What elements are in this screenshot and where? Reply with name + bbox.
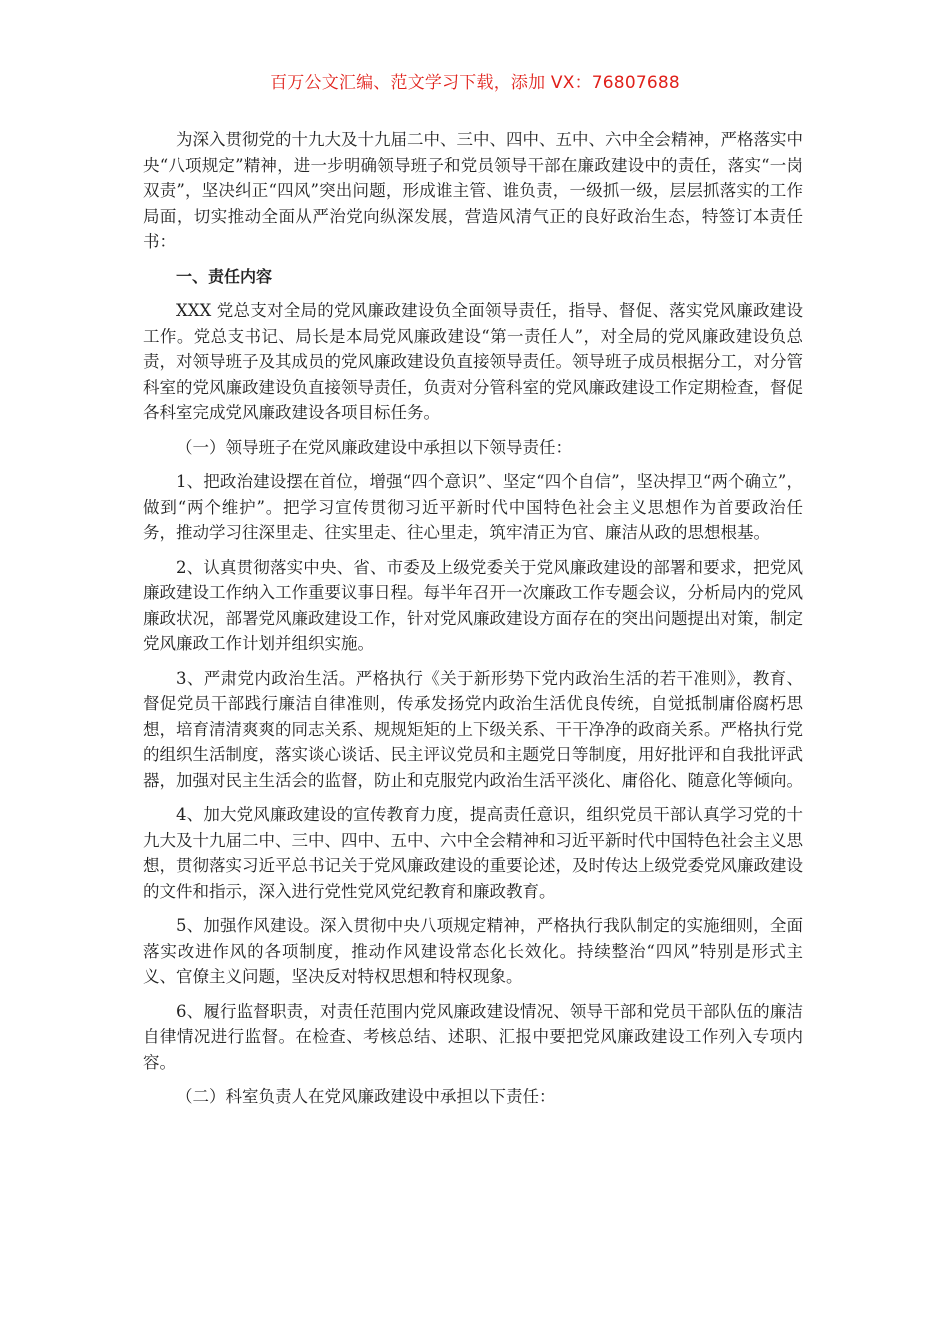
section-paragraph: XXX 党总支对全局的党风廉政建设负全面领导责任，指导、督促、落实党风廉政建设工作。党总支书记、局长是本局党风廉政建设“第一责任人”，对全局的党风廉政建设负总责，对领导班子及其成员的党风廉政建设负直接领导责任。领导班子成员根据分工，对分管科室的党风廉政建设负直接领导责任，负责对分管科室的党风廉政建设工作定期检查，督促各科室完成党风廉政建设各项目标任务。 (143, 301, 803, 422)
section-heading: 一、责任内容 (176, 266, 273, 286)
list-item: 4、加大党风廉政建设的宣传教育力度，提高责任意识，组织党员干部认真学习党的十九大及十九届二中、三中、四中、五中、六中全会精神和习近平新时代中国特色社会主义思想，贯彻落实习近平总书记关于党风廉政建设的重要论述，及时传达上级党委党风廉政建设的文件和指示，深入进行党性党风党纪教育和廉政教育。 (143, 805, 803, 901)
document-body (143, 127, 803, 1119)
intro-paragraph: 为深入贯彻党的十九大及十九届二中、三中、四中、五中、六中全会精神，严格落实中央“八项规定”精神，进一步明确领导班子和党员领导干部在廉政建设中的责任，落实“一岗双责”，坚决纠正“四风”突出问题，形成谁主管、谁负责，一级抓一级，层层抓落实的工作局面，切实推动全面从严治党向纵深发展，营造风清气正的良好政治生态，特签订本责任书： (143, 130, 803, 251)
watermark-header: 百万公文汇编、范文学习下载，添加 VX：76807688 (270, 73, 680, 93)
list-item: 2、认真贯彻落实中央、省、市委及上级党委关于党风廉政建设的部署和要求，把党风廉政建设工作纳入工作重要议事日程。每半年召开一次廉政工作专题会议，分析局内的党风廉政状况，部署党风廉政建设工作，针对党风廉政建设方面存在的突出问题提出对策，制定党风廉政工作计划并组织实施。 (143, 557, 803, 653)
subsection-heading: （二）科室负责人在党风廉政建设中承担以下责任： (176, 1087, 556, 1106)
list-item: 5、加强作风建设。深入贯彻中央八项规定精神，严格执行我队制定的实施细则，全面落实改进作风的各项制度，推动作风建设常态化长效化。持续整治“四风”特别是形式主义、官僚主义问题，坚决反对特权思想和特权现象。 (143, 916, 803, 986)
list-item: 1、把政治建设摆在首位，增强“四个意识”、坚定“四个自信”，坚决捍卫“两个确立”，做到“两个维护”。把学习宣传贯彻习近平新时代中国特色社会主义思想作为首要政治任务，推动学习往深里走、往实里走、往心里走，筑牢清正为官、廉洁从政的思想根基。 (143, 472, 803, 542)
list-item: 6、履行监督职责，对责任范围内党风廉政建设情况、领导干部和党员干部队伍的廉洁自律情况进行监督。在检查、考核总结、述职、汇报中要把党风廉政建设工作列入专项内容。 (143, 1001, 803, 1072)
list-item: 3、严肃党内政治生活。严格执行《关于新形势下党内政治生活的若干准则》，教育、督促党员干部践行廉洁自律准则，传承发扬党内政治生活优良传统，自觉抵制庸俗腐朽思想，培育清清爽爽的同志关系、规规矩矩的上下级关系、干干净净的政商关系。严格执行党的组织生活制度，落实谈心谈话、民主评议党员和主题党日等制度，用好批评和自我批评武器，加强对民主生活会的监督，防止和克服党内政治生活平淡化、庸俗化、随意化等倾向。 (143, 668, 803, 790)
subsection-heading: （一）领导班子在党风廉政建设中承担以下领导责任： (176, 437, 572, 457)
